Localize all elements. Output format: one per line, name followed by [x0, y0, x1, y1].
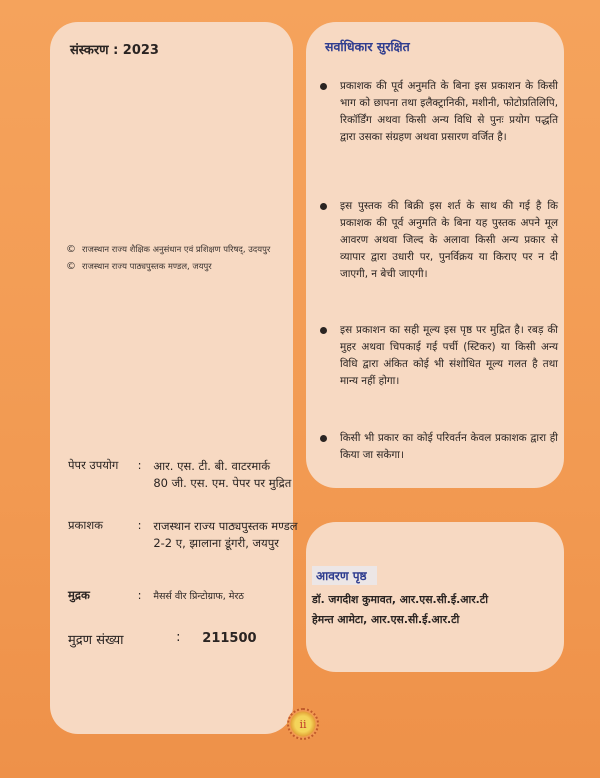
bullet-icon [320, 83, 327, 90]
cover-credit-line: डॉ. जगदीश कुमावत, आर.एस.सी.ई.आर.टी [312, 593, 489, 606]
rights-item [318, 78, 558, 146]
rights-item [318, 430, 558, 464]
printer-line: मैसर्स वीर प्रिन्टोग्राफ, मेरठ [153, 591, 244, 602]
colon: : [137, 518, 142, 532]
colon: : [137, 588, 142, 602]
copyright-item [66, 261, 270, 272]
rights-item [318, 198, 558, 283]
bullet-icon [320, 327, 327, 334]
copyright-icon: © [66, 244, 76, 255]
copyright-text: राजस्थान राज्य पाठ्यपुस्तक मण्डल, जयपुर [82, 261, 212, 271]
page-number: ii [299, 717, 307, 731]
printer-row [68, 588, 244, 605]
page-number-badge [287, 708, 319, 740]
edition-label: संस्करण : 2023 [70, 43, 159, 58]
rights-item-text: किसी भी प्रकार का कोई परिवर्तन केवल प्रकाशक द्वारा ही किया जा सकेगा। [340, 432, 558, 461]
printer-label: मुद्रक [68, 588, 90, 602]
rights-title: सर्वाधिकार सुरक्षित [325, 39, 410, 54]
rights-item-text: प्रकाशक की पूर्व अनुमति के बिना इस प्रकाशन के किसी भाग को छापना तथा इलैक्ट्रानिकी, मशीनी, फोटोप्रतिलिपि, रिकॉर्डिंग अथवा किसी अन्य विधि से पुनः प्रयोग पद्धति द्वारा उसका संग्रहण अथवा प्रसारण वर्जित है। [340, 80, 558, 143]
copyright-list [66, 244, 270, 278]
print-run-row [68, 630, 257, 648]
cover-credit-line: हेमन्त आमेटा, आर.एस.सी.ई.आर.टी [312, 613, 460, 626]
cover-title: आवरण पृष्ठ [312, 566, 377, 585]
paper-usage-value [153, 458, 291, 492]
left-info-panel [50, 22, 293, 734]
bullet-icon [320, 435, 327, 442]
printer-value [153, 588, 244, 605]
bullet-icon [320, 203, 327, 210]
publisher-line: राजस्थान राज्य पाठ्यपुस्तक मण्डल [153, 519, 298, 533]
publisher-line: 2-2 ए, झालाना डूंगरी, जयपुर [153, 536, 279, 550]
paper-usage-line: आर. एस. टी. बी. वाटरमार्क [153, 459, 271, 473]
rights-item-text: इस प्रकाशन का सही मूल्य इस पृष्ठ पर मुद्रित है। रबड़ की मुहर अथवा चिपकाई गई पर्ची (स्टिकर) या किसी अन्य विधि द्वारा अंकित कोई भी संशोधित मूल्य गलत है तथा मान्य नहीं होगा। [340, 324, 558, 387]
rights-item [318, 322, 558, 390]
colon: : [176, 630, 181, 645]
paper-usage-line: 80 जी. एस. एम. पेपर पर मुद्रित [153, 476, 292, 490]
print-run-value: 211500 [202, 631, 257, 646]
print-run-label: मुद्रण संख्या [68, 633, 124, 648]
publisher-value [153, 518, 297, 552]
colon: : [137, 458, 142, 472]
publisher-row [68, 518, 298, 552]
copyright-text: राजस्थान राज्य शैक्षिक अनुसंधान एवं प्रशिक्षण परिषद्, उदयपुर [82, 244, 271, 254]
copyright-icon: © [66, 261, 76, 272]
cover-credits [312, 590, 488, 630]
paper-usage-row [68, 458, 291, 492]
publisher-label: प्रकाशक [68, 518, 104, 532]
rights-item-text: इस पुस्तक की बिक्री इस शर्त के साथ की गई है कि प्रकाशक की पूर्व अनुमति के बिना यह पुस्तक अपने मूल आवरण अथवा जिल्द के अलावा किसी अन्य प्रकार से व्यापार द्वारा उधारी पर, पुनर्विक्रय या किराए पर न दी जाएगी, न बेची जाएगी। [340, 200, 558, 280]
paper-usage-label: पेपर उपयोग [68, 458, 119, 472]
copyright-item [66, 244, 270, 255]
